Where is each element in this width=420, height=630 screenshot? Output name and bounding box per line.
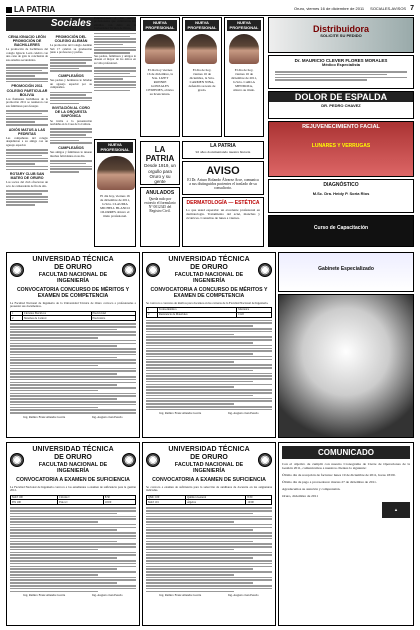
ad-text: Lo que usted esperaba: un excelente profesional en dermatología. Tratamiento del acné, manchas y cicatrices. Consultas de lunes a viernes. — [186, 207, 260, 220]
article-text: Los socios del club ofrecieron un acto de camaradería de fin de año. — [6, 180, 48, 188]
convocatoria-table — [146, 495, 272, 506]
convocatoria-header — [10, 256, 136, 285]
page-number: 7 — [410, 5, 414, 13]
article-heading: PROMOCIÓN 2011 COLEGIO PARTICULAR BOLIVIA — [6, 84, 48, 97]
promo-title: LA PATRIA — [145, 145, 175, 164]
portrait-photo — [145, 34, 175, 64]
sociales-banner: Sociales — [6, 17, 136, 31]
article-heading: PROMOCIÓN DEL COLEGIO ALEMÁN — [54, 35, 88, 44]
faculty-name: FACULTAD NACIONAL DE INGENIERÍA — [38, 462, 108, 475]
issue-date: Oruro, viernes 16 de diciembre de 2011 — [293, 6, 365, 12]
card-text: El día de hoy, viernes 16 de diciembre, la Srta. CARMEN NINA, defendió su tesis de grado. — [188, 68, 216, 92]
diagnostico-ad — [268, 179, 414, 213]
table-row: 2 Sistemas de Control Electrónica — [11, 316, 136, 321]
article-text: Felicitaciones a los nuevos profesionales que culminaron sus estudios con éxito en la Universidad Técnica de Oruro. — [94, 17, 136, 31]
aviso-text: El Dr. Arturo Rolando Álvarez Arce, comunica a sus distinguidos pacientes el traslado de su consultorio. — [187, 177, 259, 191]
portrait-photo — [97, 156, 135, 190]
university-name: UNIVERSIDAD TÉCNICA DE ORURO — [32, 446, 114, 462]
company-logo-icon: ▲ — [382, 502, 410, 518]
text-lines — [10, 507, 136, 592]
convocatoria-title: CONVOCATORIA A EXAMEN DE SUFICIENCIA — [152, 476, 266, 483]
faculty-seal-icon — [122, 263, 136, 277]
comunicado-paragraph: Agradecemos su atención y comprensión. — [282, 487, 341, 492]
article-heading: CUMPLEAÑOS — [58, 145, 84, 150]
portrait-photo — [229, 34, 259, 64]
convocatoria-4 — [142, 442, 276, 626]
ad-title: Gabinete Especializado — [318, 266, 374, 272]
signatures: Ing. Ramiro Franz Aliendre García Ing. Augusto Jaen Peredo — [159, 593, 259, 598]
convocatoria-table — [10, 495, 136, 506]
ad-title: DERMATOLOGÍA — ESTÉTICA — [186, 200, 260, 206]
convocatoria-text: Se convoca a examen de suficiencia para la selección de auxiliares de docencia en las asignaturas indicadas. — [146, 484, 272, 493]
comunicado-notice — [278, 442, 414, 626]
faculty-name: FACULTAD NACIONAL DE INGENIERÍA — [38, 272, 108, 285]
article-text: Sus amigos y familiares le desean muchas felicidades en su día. — [50, 150, 92, 158]
doctor-flores-ad — [268, 55, 414, 89]
portrait-photo — [187, 34, 217, 64]
card-text: El día de hoy, viernes 16 de diciembre de 2011, la Srta. CARLA MENDOZA, obtuvo su título. — [231, 68, 257, 92]
table-row: 2 Resistencia de Materiales Civil — [147, 312, 272, 317]
distribuidora-ad — [268, 17, 414, 53]
table-row: 1 Circuitos Eléctricos Electricidad — [11, 311, 136, 316]
university-name: UNIVERSIDAD TÉCNICA DE ORURO — [32, 256, 114, 272]
comunicado-paragraph: Último día de pago a proveedores: martes 27 de diciembre de 2011. — [282, 480, 377, 485]
convocatoria-text: La Facultad Nacional de Ingeniería de la Universidad Técnica de Oruro convoca a profesionales a presentar sus documentos. — [10, 300, 136, 309]
la-patria-promo — [140, 141, 180, 185]
faculty-seal-icon — [122, 453, 136, 467]
ad-title: Distribuidora — [312, 24, 369, 34]
ad-subtitle: Médico Especialista — [321, 62, 360, 68]
university-name: UNIVERSIDAD TÉCNICA DE ORURO — [168, 256, 250, 272]
convocatoria-header — [146, 256, 272, 285]
notice-title: ANULADOS — [145, 190, 175, 196]
faculty-seal-icon — [258, 453, 272, 467]
text-lines — [94, 67, 136, 91]
university-seal-icon — [146, 453, 160, 467]
convocatoria-table — [10, 311, 136, 322]
card-label: NUEVA PROFESIONAL — [185, 20, 219, 31]
nuevo-profesional-card-4 — [224, 17, 264, 137]
comunicado-paragraph: Último día de recepción de facturas: lunes 19 de diciembre de 2011, horas 18:00. — [282, 473, 396, 478]
article-heading: ROTARY CLUB SAN MATEO DE ORURO — [9, 172, 45, 181]
text-lines — [6, 64, 48, 82]
convocatoria-header — [146, 446, 272, 475]
article-text: Las compañeras del colegio despidieron a su amiga con un agasajo especial. — [6, 135, 48, 147]
article-heading: ADIÓS MATUS A LAS PEDRITAS — [8, 127, 46, 136]
article-text: La promoción del Colegio Alemán Sub 17 celebró su graduación junto a profesores y padres. — [50, 43, 92, 55]
convocatoria-title: CONVOCATORIA A EXAMEN DE SUFICIENCIA — [16, 476, 130, 483]
faculty-name: FACULTAD NACIONAL DE INGENIERÍA — [174, 462, 244, 475]
notice-text: Queda nulo por extravío el formulario N° 0012345 del Registro Civil. — [144, 196, 176, 214]
university-seal-icon — [10, 453, 24, 467]
card-text: El día hoy, viernes 16 de diciembre de 2011, la Srta. CLAUDIA MICHELL BLANCO OLORRES obtuvo el título profesional. — [100, 194, 131, 218]
publication-name: LA PATRIA — [6, 5, 55, 14]
section-name: SOCIALES-AVISOS — [370, 6, 407, 12]
table-row: 1 Termodinámica Mecánica — [147, 308, 272, 313]
logo-square-icon — [6, 7, 12, 13]
sociales-column-2 — [50, 17, 92, 247]
text-lines — [269, 68, 413, 84]
nuevo-profesional-card-2 — [140, 17, 180, 137]
table-row: QMC 100 Química General 8:30 — [147, 495, 272, 500]
page-header — [6, 4, 414, 16]
article-heading: CENA IGNACIO LEÓN PROMOCIÓN DE BACHILLERES — [8, 35, 46, 48]
article-text: Se invita a la presentación navideña en la Casa de la Cultura. — [50, 118, 92, 127]
ad-title: DIAGNÓSTICO — [323, 182, 359, 188]
ad-title: Dr. MAURICIO CLEVER FLORES MORALES — [294, 58, 388, 63]
article-text: Los flamantes bachilleres de la promoción 2011 se reunieron con sus familiares para festejar. — [6, 96, 48, 108]
rejuvenecimiento-ad — [268, 121, 414, 177]
card-label: NUEVA PROFESIONAL — [97, 142, 133, 153]
convocatoria-2 — [142, 252, 276, 438]
text-lines — [50, 128, 92, 144]
article-heading: CUMPLEAÑOS — [58, 74, 84, 79]
gabinete-ad — [278, 252, 414, 292]
convocatoria-title: CONVOCATORIA CONCURSO DE MÉRITOS Y EXAMEN DE COMPETENCIA — [16, 286, 130, 299]
text-lines — [146, 507, 272, 592]
ad-title: Curso de Capacitación — [313, 225, 369, 231]
ad-subtitle: DR. PEDRO CHAVEZ — [321, 103, 361, 109]
table-row: FIS 100 Física I 10:00 — [11, 500, 136, 505]
convocatoria-3 — [6, 442, 140, 626]
sociales-column-1 — [6, 33, 48, 247]
convocatoria-table — [146, 307, 272, 318]
article-text: Sus padres y hermanos le brindan un agasajo especial por su cumpleaños. — [50, 78, 92, 90]
top-section — [6, 17, 414, 249]
text-lines — [10, 323, 136, 414]
card-label: NUEVA PROFESIONAL — [143, 20, 177, 31]
comunicado-title: COMUNICADO — [282, 446, 410, 459]
faculty-name: FACULTAD NACIONAL DE INGENIERÍA — [174, 272, 244, 285]
convocatoria-text: Se convoca a concurso de méritos para docentes en las carreras de la Facultad Nacional de Ingeniería. — [146, 300, 269, 305]
nuevo-profesional-card-1 — [94, 139, 136, 247]
text-lines — [6, 190, 48, 206]
sociales-column-3 — [94, 17, 136, 137]
article-text: La promoción de bachilleres del colegio Ignacio León celebró con una cena de gala la conclusión de sus estudios secundarios. — [6, 47, 48, 62]
ad-subtitle: LUNARES Y VERRUGAS — [311, 143, 371, 150]
text-lines — [146, 320, 272, 411]
ad-subtitle: SOLICITE SU PEDIDO — [320, 33, 362, 39]
ad-title: DOLOR DE ESPALDA — [269, 92, 413, 102]
university-name: UNIVERSIDAD TÉCNICA DE ORURO — [168, 446, 250, 462]
text-lines — [94, 33, 136, 54]
card-label: NUEVA PROFESIONAL — [227, 20, 261, 31]
promo-slogan: Desde 1919, un orgullo para Oruro y su gente — [144, 163, 176, 184]
ad-subtitle: M.Sc. Dra. Heidy P. Soria Rios — [312, 190, 370, 196]
convocatoria-text: La Facultad Nacional de Ingeniería convoca a los estudiantes a examen de suficiencia para la gestión 2012. — [10, 484, 136, 493]
text-lines — [6, 110, 48, 126]
card-text: El día hoy viernes 16 de diciembre, la Srta. LIZET RONNIE GONZALES CESPEDES, obtuvo su licenciatura. — [146, 68, 174, 96]
convocatoria-1 — [6, 252, 140, 438]
aviso-notice — [182, 161, 264, 195]
nuevo-profesional-card-3 — [182, 17, 222, 137]
signatures: Ing. Ramiro Franz Aliendre García Ing. Augusto Jaen Peredo — [23, 414, 123, 419]
signatures: Ing. Ramiro Franz Aliendre García Ing. Augusto Jaen Peredo — [159, 411, 259, 416]
text-lines — [50, 57, 92, 73]
capacitacion-ad — [268, 215, 414, 247]
university-seal-icon — [10, 263, 24, 277]
convocatoria-title: CONVOCATORIA A CONCURSO DE MÉRITOS Y EXAMEN DE COMPETENCIA — [150, 286, 268, 299]
comunicado-paragraph: Oruro, diciembre de 2011 — [282, 494, 319, 499]
article-heading: INVITACIÓN AL CORO DE LA ORQUESTA SINFÓNICA — [52, 106, 90, 119]
text-lines — [6, 149, 48, 170]
promo-image-ad — [278, 294, 414, 438]
convocatoria-header — [10, 446, 136, 475]
anulados-notice — [140, 187, 180, 247]
text-lines — [50, 160, 92, 173]
table-row: MAT 100 Cálculo I 8:30 — [11, 495, 136, 500]
dermatologia-ad — [182, 197, 264, 247]
article-text: Sus padres, familiares y amigos le desean el mayor de los éxitos en su vida profesional. — [94, 54, 136, 65]
text-lines — [50, 92, 92, 105]
table-row: MAT 101 Álgebra 10:00 — [147, 500, 272, 505]
la-patria-92-anos — [182, 141, 264, 159]
aviso-title: AVISO — [206, 165, 240, 177]
faculty-seal-icon — [258, 263, 272, 277]
promo-slogan: 92 años documentando nuestra historia — [195, 149, 251, 154]
signatures: Ing. Ramiro Franz Aliendre García Ing. Augusto Jaen Peredo — [23, 593, 123, 598]
university-seal-icon — [146, 263, 160, 277]
dolor-espalda-ad — [268, 91, 414, 119]
comunicado-paragraph: Con el objetivo de cumplir con nuestro Cronograma de Cierre de Operaciones de la Gestión 2011, comunicamos a nuestros clientes lo siguiente: — [282, 462, 410, 471]
ad-title: REJUVENECIMIENTO FACIAL — [302, 124, 380, 130]
promo-title: LA PATRIA — [210, 143, 236, 149]
